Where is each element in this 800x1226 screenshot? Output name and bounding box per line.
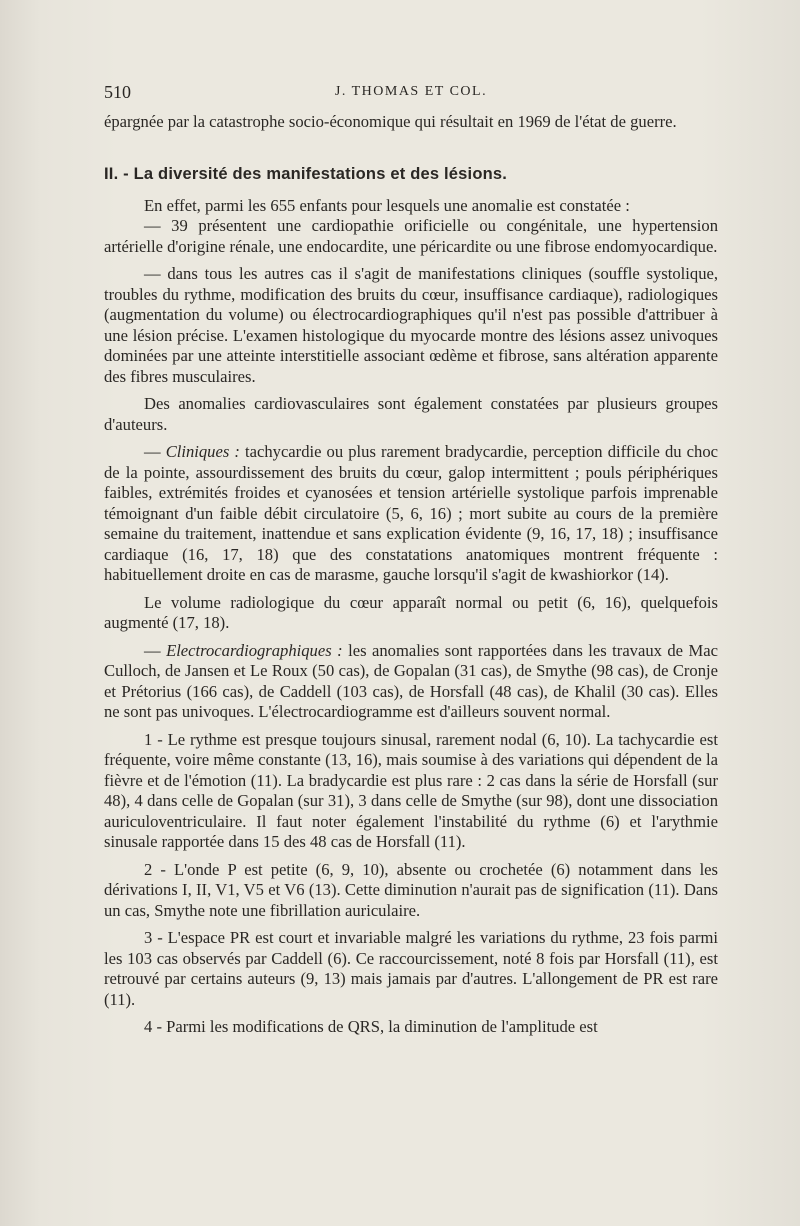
paragraph-electro-body: les anomalies sont rapportées dans les travaux de Mac Culloch, de Jansen et Le Roux (50 cas), de Gopalan (31 cas), de Smythe (98 cas), de Cronje et Prétorius (166 cas), de Caddell (103 cas), de Horsfall (48 cas), de Khalil (30 cas). Elles ne sont pas univoques. L'électrocardiogramme est d'ailleurs souvent normal.	[104, 640, 718, 721]
paragraph-continued: épargnée par la catastrophe socio-économique qui résultait en 1969 de l'état de guerre.	[104, 112, 677, 131]
paragraph-cliniques-body: tachycardie ou plus rarement bradycardie, perception difficile du choc de la pointe, assourdissement des bruits du cœur, galop intermittent ; pouls périphériques faibles, extrémités froides et cyanosées et tension artérielle systolique parfois imprenable témoignant d'un faible débit circulatoire (5, 6, 16) ; mort subite au cours de la première semaine du traitement, inattendue et sans explication évidente (9, 16, 17, 18) ; insuffisance cardiaque (16, 17, 18) que des constatations anatomiques montrent fréquente : habituellement droite en cas de marasme, gauche lorsqu'il s'agit de kwashiorkor (14).	[104, 442, 718, 584]
paragraph-intro: En effet, parmi les 655 enfants pour lesquels une anomalie est constatée :	[144, 195, 630, 215]
dash: —	[144, 640, 167, 660]
paragraph-list-item-1: — 39 présentent une cardiopathie orificielle ou congénitale, une hypertension artérielle d'origine rénale, une endocardite, une péricardite ou une fibrose endomyocardique.	[104, 216, 718, 256]
running-title: J. THOMAS ET COL.	[334, 84, 488, 99]
paragraph-cliniques	[104, 442, 718, 586]
paragraph-espace-pr: 3 - L'espace PR est court et invariable malgré les variations du rythme, 23 fois parmi les 103 cas observés par Caddell (6). Ce raccourcissement, noté 8 fois par Horsfall (11), est retrouvé par certains auteurs (9, 13) mais jamais par d'autres. L'allongement de PR est rare (11).	[104, 928, 718, 1009]
paragraph-rythme: 1 - Le rythme est presque toujours sinusal, rarement nodal (6, 10). La tachycardie est fréquente, voire même constante (13, 16), mais soumise à des variations qui dépendent de la fièvre et de l'émotion (11). La bradycardie est plus rare : 2 cas dans la série de Horsfall (sur 48), 4 dans celle de Gopalan (sur 31), 3 dans celle de Smythe (sur 98), dont une dissociation auriculoventriculaire. Il faut noter également l'instabilité du rythme (6) et l'arythmie sinusale rapportée dans 15 des 48 cas de Horsfall (11).	[104, 729, 718, 851]
paragraph-qrs: 4 - Parmi les modifications de QRS, la diminution de l'amplitude est	[144, 1017, 598, 1036]
paragraph-anomalies: Des anomalies cardiovasculaires sont également constatées par plusieurs groupes d'auteurs.	[104, 394, 718, 434]
italic-label-cliniques: Cliniques :	[165, 442, 240, 461]
page-number: 510	[104, 82, 131, 102]
paragraph-onde-p: 2 - L'onde P est petite (6, 9, 10), absente ou crochetée (6) notamment dans les dérivations I, II, V1, V5 et V6 (13). Cette diminution n'aurait pas de signification (11). Dans un cas, Smythe note une fibrillation auriculaire.	[104, 859, 718, 920]
paragraph-electro	[104, 641, 718, 723]
section-heading: II. - La diversité des manifestations et des lésions.	[104, 164, 508, 183]
dash: —	[144, 442, 166, 461]
paragraph-list-item-2: — dans tous les autres cas il s'agit de manifestations cliniques (souffle systolique, troubles du rythme, modification des bruits du cœur, insuffisance cardiaque), radiologiques (augmentation du volume) ou électrocardiographiques qu'il n'est pas possible d'attribuer à une lésion précise. L'examen histologique du myocarde montre des lésions assez univoques dominées par une atteinte interstitielle associant œdème et fibrose, sans altération apparente des fibres musculaires.	[104, 264, 718, 386]
running-head	[104, 82, 718, 112]
paragraph-radiologique: Le volume radiologique du cœur apparaît normal ou petit (6, 16), quelquefois augmenté (17, 18).	[104, 592, 718, 632]
italic-label-electro: Electrocardiographiques :	[166, 640, 343, 660]
